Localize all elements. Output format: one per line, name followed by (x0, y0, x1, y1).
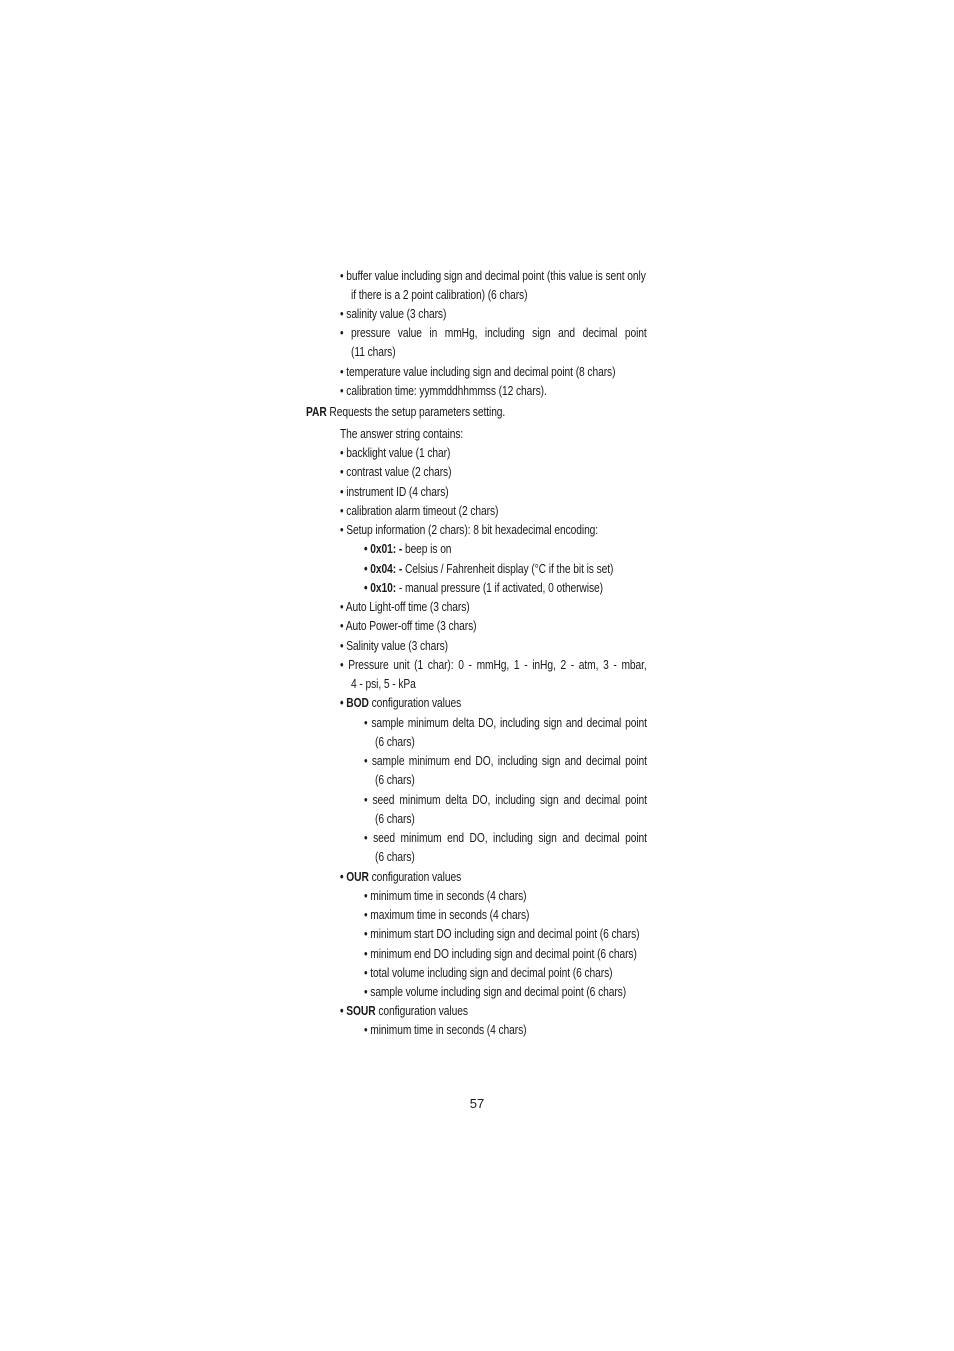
page-number: 57 (469, 1096, 485, 1111)
sub-list-item: • minimum start DO including sign and decimal point (6 chars) (364, 927, 640, 941)
sub-list-item: • 0x01: - beep is on (364, 542, 452, 556)
sub-list-item: • maximum time in seconds (4 chars) (364, 908, 530, 922)
sub-list-item: • sample volume including sign and decimal point (6 chars) (364, 985, 627, 999)
list-item: • calibration time: yymmddhhmmss (12 chars). (340, 384, 547, 398)
list-item: • temperature value including sign and decimal point (8 chars) (340, 365, 616, 379)
list-item-continuation: 4 - psi, 5 - kPa (351, 677, 416, 691)
sub-list-item: • 0x10: - manual pressure (1 if activated, 0 otherwise) (364, 581, 603, 595)
command-par: PAR Requests the setup parameters setting. (306, 405, 506, 419)
sub-list-item: • minimum time in seconds (4 chars) (364, 1023, 527, 1037)
sub-list-item: • minimum end DO including sign and decimal point (6 chars) (364, 947, 637, 961)
list-item-bod: • BOD configuration values (340, 696, 462, 710)
subheading: The answer string contains: (340, 427, 464, 441)
list-item: • contrast value (2 chars) (340, 465, 452, 479)
sub-list-item-continuation: (6 chars) (375, 735, 415, 749)
sub-list-item: • 0x04: - Celsius / Fahrenheit display (°C if the bit is set) (364, 562, 614, 576)
list-item: • buffer value including sign and decimal point (this value is sent only (340, 269, 646, 283)
list-item-sour: • SOUR configuration values (340, 1004, 468, 1018)
sub-list-item-continuation: (6 chars) (375, 850, 415, 864)
list-item-our: • OUR configuration values (340, 870, 462, 884)
list-item: • instrument ID (4 chars) (340, 485, 449, 499)
sub-list-item: • minimum time in seconds (4 chars) (364, 889, 527, 903)
list-item-continuation: (11 chars) (351, 345, 396, 359)
sub-list-item: • seed minimum end DO, including sign and decimal point (364, 831, 647, 845)
list-item: • backlight value (1 char) (340, 446, 451, 460)
list-item: • pressure value in mmHg, including sign and decimal point (340, 326, 647, 340)
list-item: • Pressure unit (1 char): 0 - mmHg, 1 - inHg, 2 - atm, 3 - mbar, (340, 658, 647, 672)
sub-list-item: • sample minimum delta DO, including sign and decimal point (364, 716, 647, 730)
list-item: • calibration alarm timeout (2 chars) (340, 504, 499, 518)
list-item: • Setup information (2 chars): 8 bit hexadecimal encoding: (340, 523, 599, 537)
list-item: • salinity value (3 chars) (340, 307, 447, 321)
list-item: • Auto Light-off time (3 chars) (340, 600, 470, 614)
list-item: • Salinity value (3 chars) (340, 639, 448, 653)
sub-list-item: • seed minimum delta DO, including sign and decimal point (364, 793, 647, 807)
list-item-continuation: if there is a 2 point calibration) (6 chars) (351, 288, 528, 302)
sub-list-item-continuation: (6 chars) (375, 773, 415, 787)
sub-list-item: • sample minimum end DO, including sign and decimal point (364, 754, 647, 768)
list-item: • Auto Power-off time (3 chars) (340, 619, 477, 633)
sub-list-item: • total volume including sign and decimal point (6 chars) (364, 966, 613, 980)
sub-list-item-continuation: (6 chars) (375, 812, 415, 826)
command-keyword: PAR (306, 405, 327, 419)
